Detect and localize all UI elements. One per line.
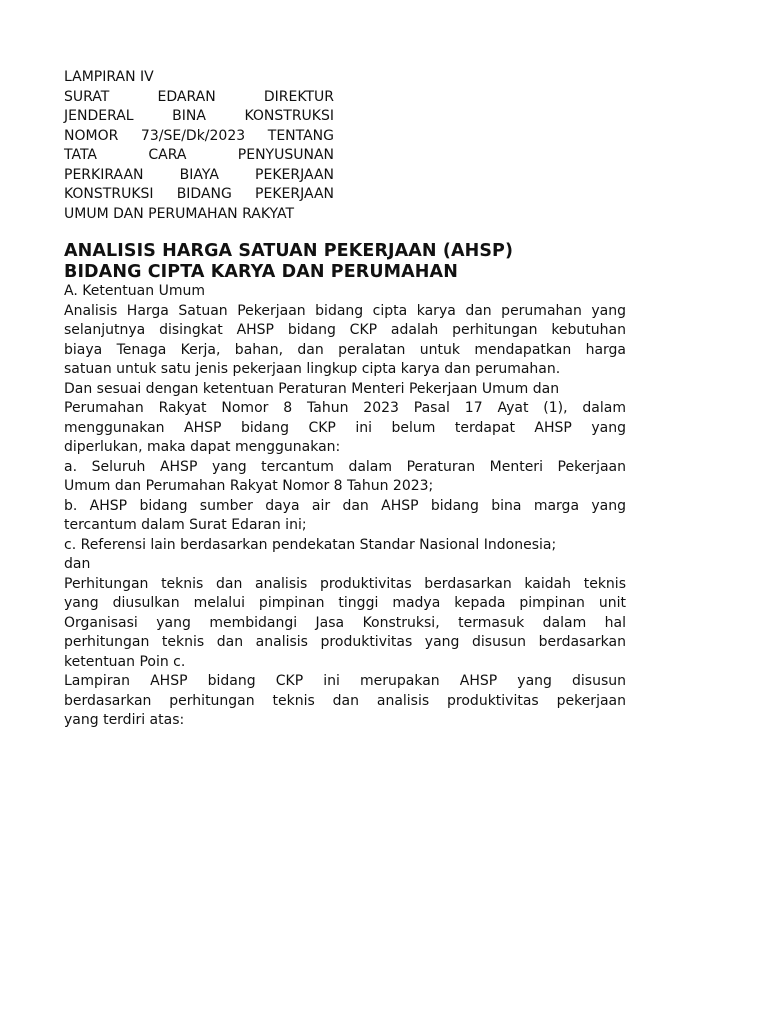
body-line: Analisis Harga Satuan Pekerjaan bidang cipta karya dan perumahan yang: [64, 302, 626, 319]
list-item-c-cont: dan: [64, 556, 91, 572]
document-body: [64, 282, 626, 731]
body-line: Perhitungan teknis dan analisis produktivitas berdasarkan kaidah teknis: [64, 575, 626, 592]
header-line: PERKIRAAN BIAYA PEKERJAAN: [64, 166, 334, 183]
header-line: NOMOR 73/SE/Dk/2023 TENTANG: [64, 127, 334, 144]
body-line: Perumahan Rakyat Nomor 8 Tahun 2023 Pasal 17 Ayat (1), dalam: [64, 400, 626, 416]
header-line: UMUM DAN PERUMAHAN RAKYAT: [64, 205, 295, 222]
header-line: KONSTRUKSI BIDANG PEKERJAAN: [64, 186, 334, 202]
list-item-c: c. Referensi lain berdasarkan pendekatan Standar Nasional Indonesia;: [64, 536, 557, 553]
header-line: SURAT EDARAN DIREKTUR: [64, 88, 334, 105]
body-line: Organisasi yang membidangi Jasa Konstruksi, termasuk dalam hal: [64, 614, 626, 631]
list-item-b-cont: tercantum dalam Surat Edaran ini;: [64, 517, 307, 533]
body-line: perhitungan teknis dan analisis produktivitas yang disusun berdasarkan: [64, 634, 626, 650]
header-line: LAMPIRAN IV: [64, 69, 154, 85]
body-line: yang terdiri atas:: [64, 712, 185, 728]
list-item-b: b. AHSP bidang sumber daya air dan AHSP bidang bina marga yang: [64, 497, 626, 514]
body-line: selanjutnya disingkat AHSP bidang CKP adalah perhitungan kebutuhan: [64, 322, 626, 338]
body-line: diperlukan, maka dapat menggunakan:: [64, 439, 341, 455]
body-line: Dan sesuai dengan ketentuan Peraturan Menteri Pekerjaan Umum dan: [64, 380, 560, 397]
document-title: [64, 241, 626, 282]
list-item-a-cont: Umum dan Perumahan Rakyat Nomor 8 Tahun 2023;: [64, 478, 434, 494]
section-heading: A. Ketentuan Umum: [64, 283, 205, 299]
title-line-2: BIDANG CIPTA KARYA DAN PERUMAHAN: [64, 261, 458, 282]
body-line: berdasarkan perhitungan teknis dan analisis produktivitas pekerjaan: [64, 692, 626, 709]
body-line: Lampiran AHSP bidang CKP ini merupakan AHSP yang disusun: [64, 673, 626, 689]
body-line: biaya Tenaga Kerja, bahan, dan peralatan untuk mendapatkan harga: [64, 341, 626, 358]
body-line: ketentuan Poin c.: [64, 653, 186, 670]
header-line: TATA CARA PENYUSUNAN: [64, 147, 334, 163]
attachment-header: [64, 68, 334, 224]
header-line: JENDERAL BINA KONSTRUKSI: [64, 108, 334, 124]
body-line: yang diusulkan melalui pimpinan tinggi madya kepada pimpinan unit: [64, 595, 626, 611]
document-page: [64, 68, 626, 731]
body-line: menggunakan AHSP bidang CKP ini belum terdapat AHSP yang: [64, 419, 626, 436]
body-line: satuan untuk satu jenis pekerjaan lingkup cipta karya dan perumahan.: [64, 361, 561, 377]
list-item-a: a. Seluruh AHSP yang tercantum dalam Peraturan Menteri Pekerjaan: [64, 458, 626, 475]
title-line-1: ANALISIS HARGA SATUAN PEKERJAAN (AHSP): [64, 241, 514, 261]
